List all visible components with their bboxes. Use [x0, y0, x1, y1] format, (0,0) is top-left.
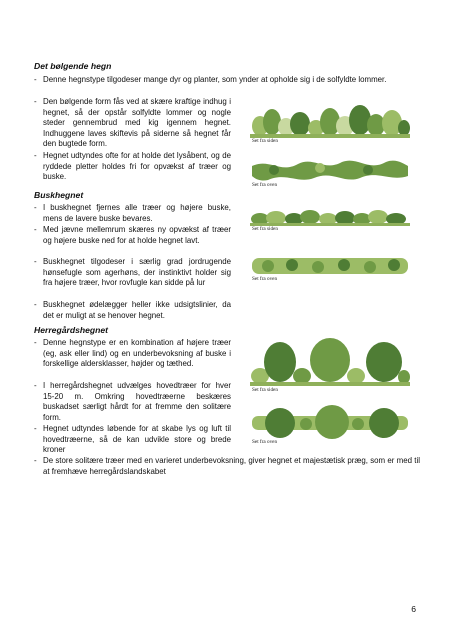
bullet-text: Hegnet udtyndes løbende for at skabe lys og luft til hovedtræerne, så de kan udvikle store og brede kroner: [43, 424, 231, 455]
figure-boelgende-hegn: [250, 100, 410, 190]
section-heading-buskhegnet: Buskhegnet: [34, 190, 84, 200]
bullet-dash: -: [34, 338, 37, 347]
caption-top-view: Set fra oven: [252, 439, 278, 445]
top-view-shrubs: [252, 258, 408, 274]
bullet-text: Buskhegnet tilgodeser i særlig grad jordrugende hønsefugle som agerhøns, der instinktivt holder sig fra højere træer, hvor rovfugle kan sidde på lur: [43, 257, 231, 288]
bullet-dash: -: [34, 151, 37, 160]
section-heading-boelgende-hegn: Det bølgende hegn: [34, 61, 112, 71]
bullet-item: [34, 75, 420, 86]
caption-side-view: Set fra siden: [252, 138, 278, 144]
bullet-dash: -: [34, 381, 37, 390]
top-view-trees: [252, 161, 408, 181]
bullet-item: [34, 225, 231, 246]
bullet-text: Buskhegnet ødelægger heller ikke udsigtslinier, da det er muligt at se henover hegnet.: [43, 300, 231, 320]
bullet-dash: -: [34, 424, 37, 433]
bullet-text: Denne hegnstype er en kombination af højere træer (eg, ask eller lind) og en underbevoksning af buske i forskellige aldersklasser, højder og tæthed.: [43, 338, 231, 369]
bullet-text: Hegnet udtyndes ofte for at holde det lysåbent, og de ryddede pletter holdes fri for opvækst af træer og buske.: [43, 151, 231, 182]
bullet-text: Denne hegnstype tilgodeser mange dyr og planter, som ynder at opholde sig i de solfyldte lommer.: [43, 75, 387, 84]
bullet-dash: -: [34, 257, 37, 266]
top-view-trees: [252, 405, 408, 439]
bullet-item: [34, 257, 231, 289]
section-heading-herregaardshegnet: Herregårdshegnet: [34, 325, 109, 335]
caption-side-view: Set fra siden: [252, 387, 278, 393]
caption-top-view: Set fra oven: [252, 276, 278, 282]
bullet-dash: -: [34, 97, 37, 106]
bullet-dash: -: [34, 300, 37, 309]
bullet-item: [34, 456, 420, 477]
bullet-text: Den bølgende form fås ved at skære kraftige indhug i hegnet, så der opstår solfyldte lommer og nogle steder gennembrud med kig igennem hegnet. Indhuggene laves skiftevis på siderne så hegnet får den bugtede form.: [43, 97, 231, 149]
bullet-item: [34, 151, 231, 183]
bullet-item: [34, 97, 231, 150]
page-number: 6: [411, 604, 416, 614]
bullet-dash: -: [34, 456, 37, 465]
caption-side-view: Set fra siden: [252, 226, 278, 232]
bullet-item: [34, 300, 231, 321]
side-view-trees: [250, 105, 410, 138]
bullet-dash: -: [34, 203, 37, 212]
side-view-shrubs: [250, 210, 410, 226]
bullet-item: [34, 203, 231, 224]
bullet-dash: -: [34, 75, 37, 84]
bullet-text: I buskhegnet fjernes alle træer og højere buske, mens de lavere buske bevares.: [43, 203, 231, 223]
figure-herregaardshegnet: [250, 336, 410, 446]
bullet-text: I herregårdshegnet udvælges hovedtræer for hver 15-20 m. Omkring hovedtræerne beskæres buskadset særligt hårdt for at fremme den solitære form.: [43, 381, 231, 422]
figure-buskhegnet: [250, 202, 410, 292]
hedge-illustration: [250, 100, 410, 190]
bullet-item: [34, 338, 231, 370]
side-view-trees: [250, 338, 410, 386]
bullet-item: [34, 381, 231, 423]
bullet-dash: -: [34, 225, 37, 234]
bullet-text: De store solitære træer med en varieret underbevoksning, giver hegnet et majestætisk præg, som er med til at fremhæve herregårdslandskabet: [43, 456, 420, 476]
bullet-text: Med jævne mellemrum skæres ny opvækst af træer og højere buske ned for at holde hegnet lavt.: [43, 225, 231, 245]
bullet-item: [34, 424, 231, 456]
caption-top-view: Set fra oven: [252, 182, 278, 188]
